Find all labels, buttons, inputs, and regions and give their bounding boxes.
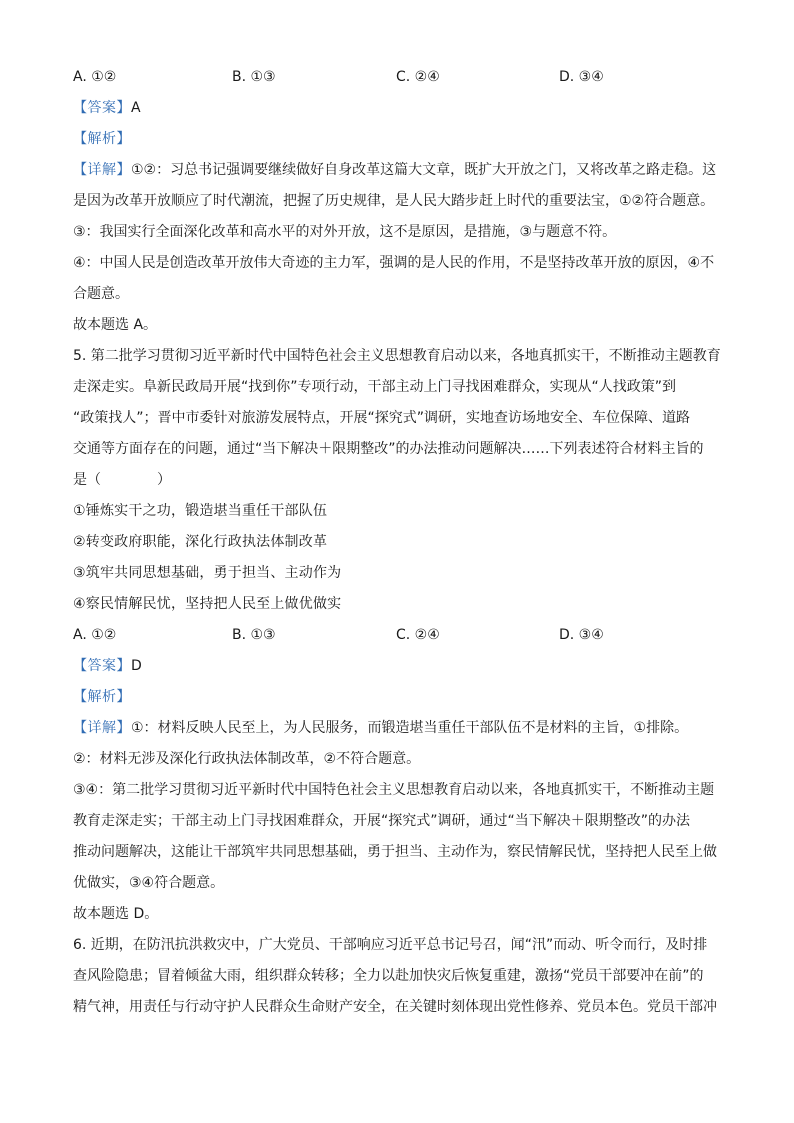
q4-answer [73, 93, 723, 124]
q6-stem-line-1: 6. 近期，在防汛抗洪救灾中，广大党员、干部响应习近平总书记号召，闻“汛”而动、听令而行，及时排 [73, 937, 708, 953]
q4-conclusion: 故本题选 A。 [73, 317, 158, 333]
q6-stem-line-2: 查风险隐患；冒着倾盆大雨，组织群众转移；全力以赴加快灾后恢复重建，激扬“党员干部要冲在前”的 [73, 968, 704, 984]
q4-option-a: A. ①② [73, 69, 117, 85]
answer-value: D [131, 658, 142, 674]
q5-detail-line-3: ③④：第二批学习贯彻习近平新时代中国特色社会主义思想教育启动以来，各地真抓实干，不断推动主题 [73, 782, 715, 798]
q4-detail-line-1 [73, 155, 723, 186]
q5-item-4: ④察民情解民忧，坚持把人民至上做优做实 [73, 596, 342, 612]
analysis-label: 【解析】 [73, 689, 131, 705]
q5-conclusion: 故本题选 D。 [73, 906, 159, 922]
q4-option-d: D. ③④ [559, 69, 604, 85]
q4-option-b: B. ①③ [232, 69, 276, 85]
q5-stem-line-5: 是（ ） [73, 472, 171, 488]
analysis-label: 【解析】 [73, 131, 131, 147]
detail-label: 【详解】 [73, 162, 131, 178]
q5-stem-line-4: 交通等方面存在的问题，通过“当下解决＋限期整改”的办法推动问题解决……下列表述符合材料主旨的 [73, 441, 704, 457]
q5-detail-line-4: 教育走深走实；干部主动上门寻找困难群众，开展“探究式”调研，通过“当下解决＋限期整改”的办法 [73, 813, 691, 829]
q5-item-2: ②转变政府职能，深化行政执法体制改革 [73, 534, 328, 550]
q5-answer [73, 651, 723, 682]
q5-detail-line-5: 推动问题解决，这能让干部筑牢共同思想基础，勇于担当、主动作为，察民情解民忧，坚持把人民至上做 [73, 844, 717, 860]
answer-label: 【答案】 [73, 658, 131, 674]
q5-stem-line-1: 5. 第二批学习贯彻习近平新时代中国特色社会主义思想教育启动以来，各地真抓实干，不断推动主题教育 [73, 348, 721, 364]
answer-value: A [131, 100, 141, 116]
q5-item-1: ①锤炼实干之功，锻造堪当重任干部队伍 [73, 503, 328, 519]
q4-detail-line-5: 合题意。 [73, 286, 129, 302]
q5-stem-line-2: 走深走实。阜新民政局开展“找到你”专项行动，干部主动上门寻找困难群众，实现从“人找政策”到 [73, 379, 677, 395]
q5-detail-line-2: ②：材料无涉及深化行政执法体制改革，②不符合题意。 [73, 751, 421, 767]
document-page [73, 62, 723, 1023]
q5-option-b: B. ①③ [232, 627, 276, 643]
q4-detail-line-2: 是因为改革开放顺应了时代潮流，把握了历史规律，是人民大踏步赶上时代的重要法宝，①②符合题意。 [73, 193, 715, 209]
answer-label: 【答案】 [73, 100, 131, 116]
q4-options [73, 62, 723, 93]
detail-label: 【详解】 [73, 720, 131, 736]
q5-detail-line-6: 优做实，③④符合题意。 [73, 875, 225, 891]
q5-options [73, 620, 723, 651]
q6-stem-line-3: 精气神，用责任与行动守护人民群众生命财产安全，在关键时刻体现出党性修养、党员本色。党员干部冲 [73, 999, 717, 1015]
q5-stem-line-3: “政策找人”；晋中市委针对旅游发展特点，开展“探究式”调研，实地查访场地安全、车位保障、道路 [73, 410, 691, 426]
q5-analysis-heading [73, 682, 723, 713]
detail-text: ①：材料反映人民至上，为人民服务，而锻造堪当重任干部队伍不是材料的主旨，①排除。 [131, 720, 689, 736]
detail-text: ①②：习总书记强调要继续做好自身改革这篇大文章，既扩大开放之门，又将改革之路走稳。这 [131, 162, 717, 178]
q5-detail-line-1 [73, 713, 723, 744]
q4-option-c: C. ②④ [396, 69, 440, 85]
q5-option-a: A. ①② [73, 627, 117, 643]
q4-detail-line-3: ③：我国实行全面深化改革和高水平的对外开放，这不是原因，是措施，③与题意不符。 [73, 224, 617, 240]
q5-option-c: C. ②④ [396, 627, 440, 643]
q4-detail-line-4: ④：中国人民是创造改革开放伟大奇迹的主力军，强调的是人民的作用，不是坚持改革开放的原因，④不 [73, 255, 715, 271]
q5-item-3: ③筑牢共同思想基础，勇于担当、主动作为 [73, 565, 342, 581]
q5-option-d: D. ③④ [559, 627, 604, 643]
q4-analysis-heading [73, 124, 723, 155]
